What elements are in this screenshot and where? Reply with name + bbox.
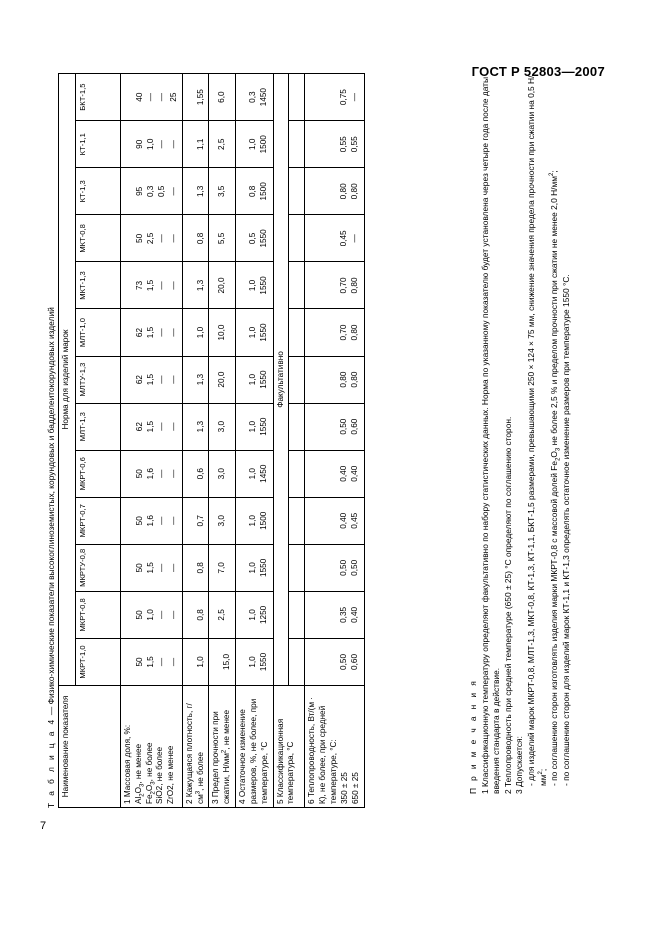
param-line: 1 Массовая доля, %:: [123, 724, 132, 804]
grade-header: МКРТУ-0,8: [76, 544, 121, 591]
table-cell: 50 1,0 — —: [121, 591, 183, 638]
table-cell: 1,0 1550: [236, 309, 273, 356]
table-cell: [289, 638, 305, 685]
param-composition: [121, 686, 183, 808]
table-cell: [289, 74, 305, 121]
table-cell: 0,40 0,40: [305, 450, 364, 497]
table-row-shrinkage: [236, 74, 273, 808]
table-cell: 73 1,5 — —: [121, 262, 183, 309]
table-row-strength: [209, 74, 236, 808]
param-classification: [273, 686, 305, 808]
grade-header: МКРТ-1,0: [76, 638, 121, 685]
grade-header: МЛТ-1,3: [76, 403, 121, 450]
table-cell: 1,3: [182, 403, 209, 450]
note-item: 3 Допускается:: [514, 736, 525, 794]
table-cell: 3,5: [209, 168, 236, 215]
table-cell: 50 1,5 — —: [121, 544, 183, 591]
table-cell: 0,80 0,80: [305, 168, 364, 215]
table-cell: 1,0 1250: [236, 591, 273, 638]
table-cell: 0,40 0,45: [305, 497, 364, 544]
table-cell: 0,45 —: [305, 215, 364, 262]
param-line: 4 Остаточное изменение размеров, %, не более, при температуре, °С: [238, 698, 269, 804]
param-conductivity: [305, 686, 364, 808]
param-line: 5 Классификационная температура, °С: [275, 718, 296, 804]
table-cell: 0,80 0,80: [305, 356, 364, 403]
norm-header: Норма для изделий марок: [59, 74, 76, 686]
grade-header: БКТ-1,5: [76, 74, 121, 121]
table-cell: 0,7: [182, 497, 209, 544]
table-cell: 1,0 1550: [236, 638, 273, 685]
table-cell: 1,0 1550: [236, 356, 273, 403]
grade-header: КТ-1,3: [76, 168, 121, 215]
grade-header: МКРТ-0,7: [76, 497, 121, 544]
section-optional: Факультативно: [273, 74, 289, 686]
table-cell: 1,0 1500: [236, 121, 273, 168]
grade-header: МЛТУ-1,3: [76, 356, 121, 403]
table-cell: 20,0: [209, 262, 236, 309]
table-cell: [289, 168, 305, 215]
table-cell: 1,0 1550: [236, 403, 273, 450]
rotated-table-page: [46, 74, 592, 808]
table-cell: 1,1: [182, 121, 209, 168]
table-cell: [289, 403, 305, 450]
table-cell: 1,3: [182, 262, 209, 309]
table-cell: [289, 591, 305, 638]
grade-header: МКТ-1,3: [76, 262, 121, 309]
table-caption-text: — Физико-химические показатели высокоглиноземистых, корундовых и бадделеитокорундовых изделий: [46, 307, 56, 718]
table-row-density: [182, 74, 209, 808]
table-cell: 50 1,5 — —: [121, 638, 183, 685]
table-cell: [289, 356, 305, 403]
table-cell: 50 2,5 — —: [121, 215, 183, 262]
table-cell: 0,50 0,50: [305, 544, 364, 591]
param-line: ZrO2, не менее: [166, 745, 176, 804]
table-cell: [289, 450, 305, 497]
table-cell: 95 0,3 0,5 —: [121, 168, 183, 215]
param-line: 350 ± 25: [339, 772, 349, 804]
table-cell: 62 1,5 — —: [121, 309, 183, 356]
param-line: 650 ± 25: [350, 772, 360, 804]
table-cell: [289, 262, 305, 309]
table-notes: [468, 74, 572, 808]
table-cell: 0,35 0,40: [305, 591, 364, 638]
table-cell: [289, 309, 305, 356]
table-cell: 50 1,6 — —: [121, 497, 183, 544]
table-cell: 0,70 0,80: [305, 309, 364, 356]
table-caption-prefix: Т а б л и ц а 4: [46, 717, 56, 808]
note-item: 1 Классификационную температуру определяют факультативно по набору статистических данных. Норма по указанному показателю будет установлена через четыре года после даты введения стандарта в действие.: [479, 76, 502, 794]
table-cell: 0,70 0,80: [305, 262, 364, 309]
param-strength: [209, 686, 236, 808]
table-cell: 10,0: [209, 309, 236, 356]
table-cell: 0,5 1550: [236, 215, 273, 262]
table-cell: 1,3: [182, 168, 209, 215]
table-cell: [289, 215, 305, 262]
param-column-header: Наименование показателя: [59, 686, 121, 808]
properties-table: [58, 73, 365, 808]
table-cell: 1,55: [182, 74, 209, 121]
table-cell: 0,50 0,60: [305, 638, 364, 685]
table-cell: 1,0 1500: [236, 497, 273, 544]
grade-header: МКРТ-0,8: [76, 591, 121, 638]
table-cell: 3,0: [209, 497, 236, 544]
table-cell: 50 1,6 — —: [121, 450, 183, 497]
table-cell: 0,50 0,60: [305, 403, 364, 450]
table-row-composition: [121, 74, 183, 808]
param-line: 2 Кажущаяся плотность, $г/см^3$, не более: [184, 703, 205, 804]
table-cell: 1,3: [182, 356, 209, 403]
table-cell: 0,8: [182, 215, 209, 262]
table-cell: [289, 544, 305, 591]
table-cell: 2,5: [209, 121, 236, 168]
table-cell: 0,8: [182, 544, 209, 591]
table-cell: [289, 497, 305, 544]
note-item: 2 Теплопроводность при средней температуре (650 ± 25) °С определяют по соглашению сторон.: [502, 416, 513, 794]
table-cell: 15,0: [209, 638, 236, 685]
page-number: 7: [40, 820, 47, 832]
table-cell: 1,0: [182, 638, 209, 685]
table-row-classification: [273, 74, 289, 808]
table-cell: 0,6: [182, 450, 209, 497]
table-cell: 1,0: [182, 309, 209, 356]
table-cell: 6,0: [209, 74, 236, 121]
table-cell: 5,5: [209, 215, 236, 262]
document-header: ГОСТ Р 52803—2007: [471, 64, 605, 79]
param-line: $Al_2O_3$, не менее: [133, 743, 146, 804]
table-cell: 3,0: [209, 450, 236, 497]
table-cell: [289, 121, 305, 168]
grade-header: МКТ-0,8: [76, 215, 121, 262]
table-caption: [46, 74, 56, 808]
table-cell: 7,0: [209, 544, 236, 591]
table-cell: 2,5: [209, 591, 236, 638]
grade-header: МЛТ-1,0: [76, 309, 121, 356]
grade-header: МКРТ-0,6: [76, 450, 121, 497]
table-cell: 62 1,5 — —: [121, 356, 183, 403]
notes-title: П р и м е ч а н и я: [468, 678, 478, 794]
table-cell: 0,3 1450: [236, 74, 273, 121]
table-cell: 1,0 1450: [236, 450, 273, 497]
table-cell: 40 — — 25: [121, 74, 183, 121]
table-cell: 0,55 0,55: [305, 121, 364, 168]
table-cell: 3,0: [209, 403, 236, 450]
param-line: 3 Предел прочности при сжатии, $Н/мм^2$, не менее: [211, 710, 232, 804]
note-item: - для изделий марок МКРТ-0,8, МЛТ-1,3, МКТ-0,8, КТ-1,3, КТ-1,1, БКТ-1,5 размерами, превышающими 250 × 124 × 75 мм, снижение значения предела прочности при сжатии на 0,5 $Н/мм^2$;: [525, 75, 548, 786]
table-cell: 0,8 1500: [236, 168, 273, 215]
table-row-conductivity: [305, 74, 364, 808]
note-item: - по соглашению сторон для изделий марок КТ-1,1 и КТ-1,3 определять остаточное изменение размеров при температуре 1550 °С.: [560, 274, 571, 786]
param-shrinkage: [236, 686, 273, 808]
table-cell: 0,75 —: [305, 74, 364, 121]
param-line: SiO2, не более: [155, 746, 165, 804]
grade-header: КТ-1,1: [76, 121, 121, 168]
table-cell: 1,0 1550: [236, 262, 273, 309]
table-cell: 1,0 1550: [236, 544, 273, 591]
table-cell: 62 1,5 — —: [121, 403, 183, 450]
table-cell: 0,8: [182, 591, 209, 638]
table-cell: 20,0: [209, 356, 236, 403]
table-cell: 90 1,0 — —: [121, 121, 183, 168]
param-density: [182, 686, 209, 808]
param-line: $Fe_2O_3$, не более: [144, 742, 157, 804]
param-line: 6 Теплопроводность, Вт/(м · К), не более, при средней температуре, °С:: [307, 696, 339, 804]
note-item: - по соглашению сторон изготовлять изделия марки МКРТ-0,8 с массовой долей $Fe_2O_3$ не более 2,5 % и пределом прочности при сжатии не менее 2,0 $Н/мм^2$;: [549, 170, 562, 786]
